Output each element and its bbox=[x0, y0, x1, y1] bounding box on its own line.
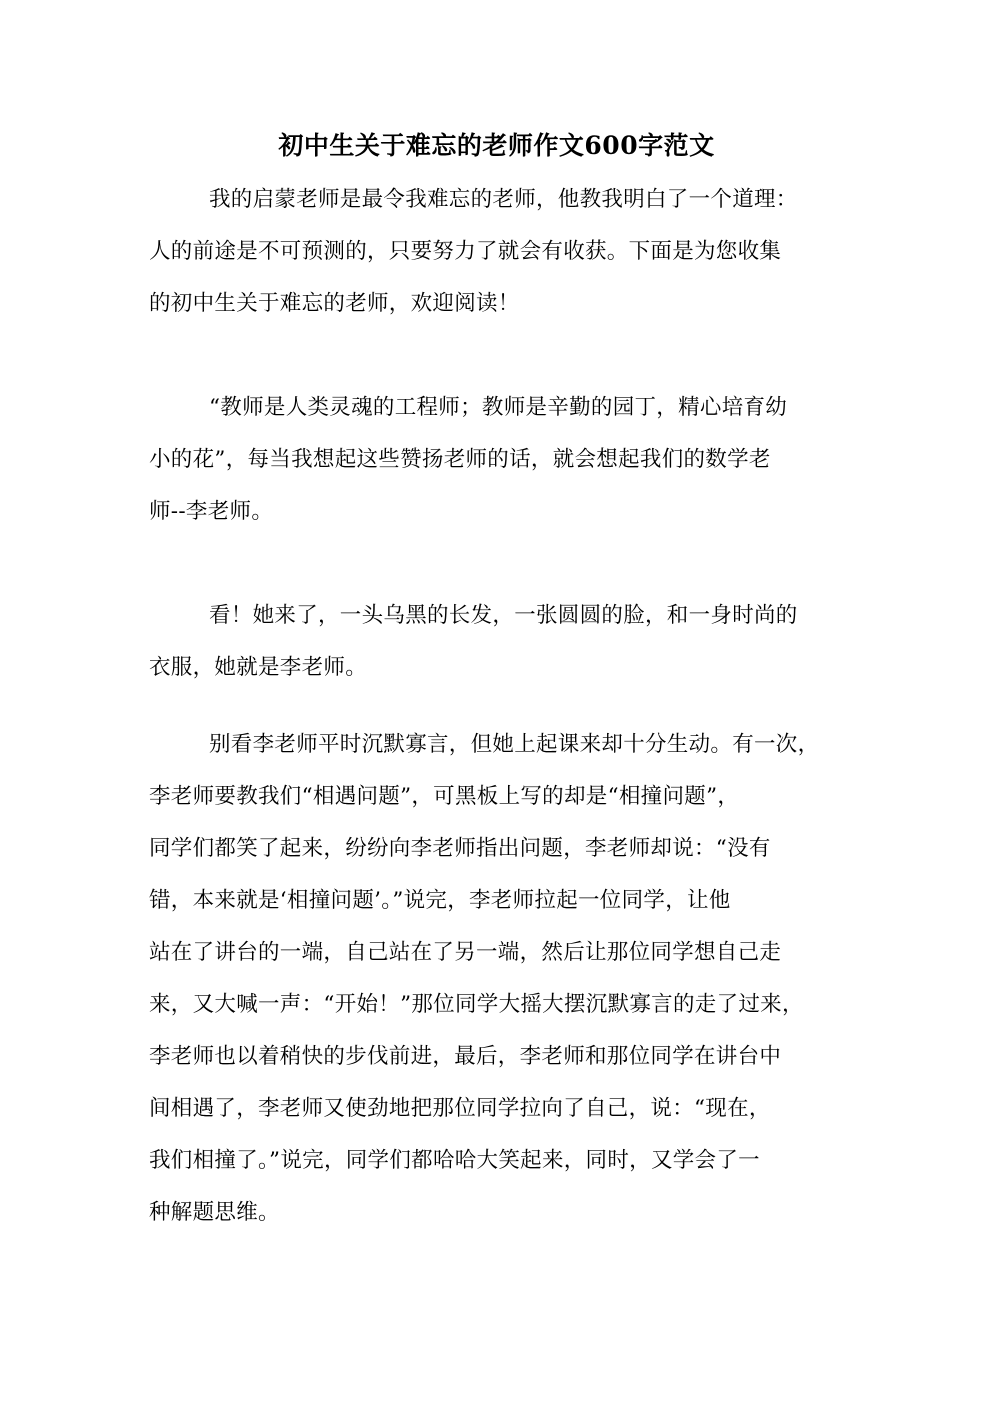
paragraph-quote bbox=[149, 382, 849, 538]
paragraph-line: 同学们都笑了起来，纷纷向李老师指出问题，李老师却说：“没有 bbox=[149, 836, 771, 861]
paragraph-appearance bbox=[149, 590, 849, 694]
paragraph-line: 李老师要教我们“相遇问题”，可黑板上写的却是“相撞问题”， bbox=[149, 784, 740, 809]
paragraph-line: 人的前途是不可预测的，只要努力了就会有收获。下面是为您收集 bbox=[149, 239, 782, 264]
paragraph-line: 师--李老师。 bbox=[149, 499, 274, 524]
paragraph-line: 站在了讲台的一端，自己站在了另一端，然后让那位同学想自己走 bbox=[149, 940, 782, 965]
paragraph-line: “教师是人类灵魂的工程师；教师是辛勤的园丁，精心培育幼 bbox=[209, 395, 788, 420]
paragraph-line: 看！她来了，一头乌黑的长发，一张圆圆的脸，和一身时尚的 bbox=[209, 603, 798, 628]
paragraph-line: 衣服，她就是李老师。 bbox=[149, 655, 368, 680]
paragraph-line: 我的启蒙老师是最令我难忘的老师，他教我明白了一个道理： bbox=[209, 187, 798, 212]
document-title: 初中生关于难忘的老师作文600字范文 bbox=[278, 131, 715, 160]
paragraph-line: 别看李老师平时沉默寡言，但她上起课来却十分生动。有一次， bbox=[209, 732, 820, 757]
paragraph-intro bbox=[149, 174, 849, 330]
paragraph-line: 的初中生关于难忘的老师，欢迎阅读！ bbox=[149, 291, 520, 316]
paragraph-line: 来，又大喊一声：“开始！”那位同学大摇大摆沉默寡言的走了过来， bbox=[149, 992, 804, 1017]
paragraph-story bbox=[149, 719, 849, 1239]
paragraph-line: 李老师也以着稍快的步伐前进，最后，李老师和那位同学在讲台中 bbox=[149, 1044, 782, 1069]
paragraph-line: 错，本来就是‘相撞问题’。”说完，李老师拉起一位同学，让他 bbox=[149, 888, 731, 913]
paragraph-line: 我们相撞了。”说完，同学们都哈哈大笑起来，同时，又学会了一 bbox=[149, 1148, 760, 1173]
paragraph-line: 小的花”，每当我想起这些赞扬老师的话，就会想起我们的数学老 bbox=[149, 447, 771, 472]
paragraph-line: 种解题思维。 bbox=[149, 1200, 280, 1225]
paragraph-line: 间相遇了，李老师又使劲地把那位同学拉向了自己，说：“现在， bbox=[149, 1096, 771, 1121]
